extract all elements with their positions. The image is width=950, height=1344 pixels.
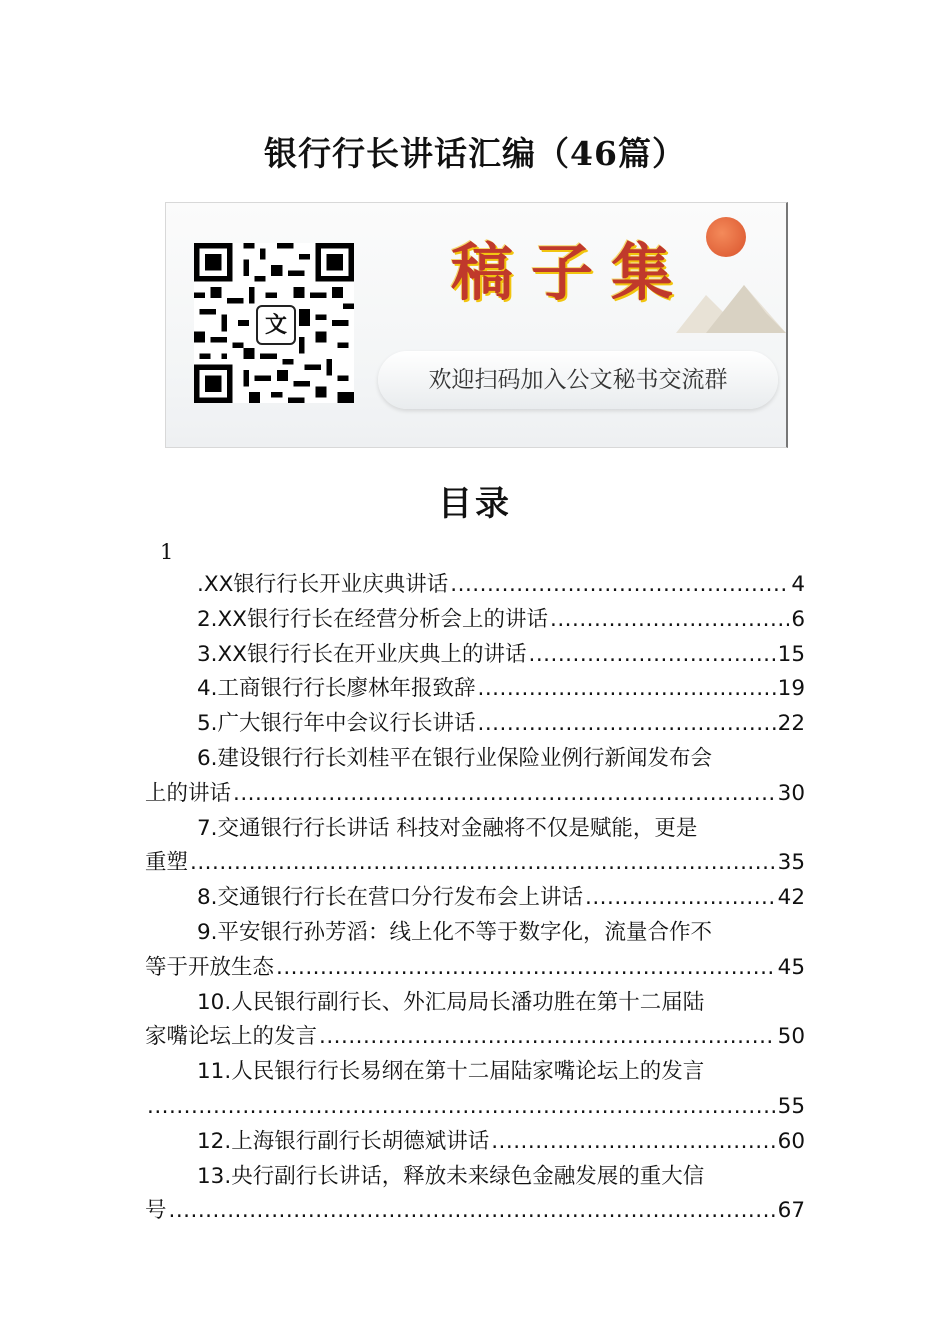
promo-banner[interactable] — [165, 202, 788, 448]
toc-entry-title: 6.建设银行行长刘桂平在银行业保险业例行新闻发布会 — [197, 745, 713, 771]
toc-entry[interactable] — [145, 603, 805, 638]
toc-entry[interactable] — [145, 1055, 805, 1125]
toc-entry-title: 家嘴论坛上的发言 — [145, 1024, 318, 1050]
toc-heading: 目录 — [438, 484, 512, 524]
toc-entry-title: 号 — [145, 1198, 167, 1224]
toc-dot-leader — [276, 951, 776, 986]
toc-page-number: 50 — [777, 1024, 805, 1050]
toc-entry[interactable] — [145, 742, 805, 812]
toc-page-number: 55 — [777, 1093, 805, 1119]
toc-entry-title: 8.交通银行行长在营口分行发布会上讲话 — [197, 885, 584, 911]
toc-dot-leader — [169, 1194, 776, 1229]
toc-page-number: 19 — [777, 676, 805, 702]
document-title: 银行行长讲话汇编（46篇） — [264, 134, 686, 173]
toc-dot-leader — [319, 1020, 776, 1055]
toc-page-number: 45 — [777, 954, 805, 980]
toc-dot-leader — [478, 707, 776, 742]
toc-page-number: 22 — [777, 711, 805, 737]
toc-entry-title: 等于开放生态 — [145, 954, 275, 980]
toc-entry[interactable] — [145, 916, 805, 986]
toc-page-number: 42 — [777, 885, 805, 911]
banner-caption: 欢迎扫码加入公文秘书交流群 — [378, 351, 778, 409]
toc-entry-title: 4.工商银行行长廖林年报致辞 — [197, 676, 476, 702]
toc-dot-leader — [478, 672, 776, 707]
toc-page-number: 15 — [777, 641, 805, 667]
toc-entry-title: 上的讲话 — [145, 780, 232, 806]
table-of-contents — [145, 568, 805, 1229]
toc-entry[interactable] — [145, 881, 805, 916]
toc-entry-title: 9.平安银行孙芳滔：线上化不等于数字化，流量合作不 — [197, 919, 713, 945]
toc-entry[interactable] — [145, 568, 805, 603]
qr-code-icon — [194, 243, 354, 403]
toc-dot-leader — [585, 881, 776, 916]
toc-entry-title: 5.广大银行年中会议行长讲话 — [197, 711, 476, 737]
toc-entry-title: 10.人民银行副行长、外汇局局长潘功胜在第十二届陆 — [197, 989, 705, 1015]
toc-entry-title: 12.上海银行副行长胡德斌讲话 — [197, 1128, 490, 1154]
toc-page-number: 67 — [777, 1198, 805, 1224]
toc-entry-title: 11.人民银行行长易纲在第十二届陆家嘴论坛上的发言 — [197, 1059, 705, 1085]
toc-dot-leader — [528, 638, 775, 673]
toc-entry[interactable] — [145, 638, 805, 673]
toc-entry-title: .XX银行行长开业庆典讲话 — [197, 572, 449, 597]
toc-page-number: 35 — [777, 850, 805, 876]
toc-dot-leader — [491, 1125, 775, 1160]
toc-entry-title: 7.交通银行行长讲话 科技对金融将不仅是赋能，更是 — [197, 815, 698, 841]
toc-entry[interactable] — [145, 986, 805, 1056]
toc-dot-leader — [550, 603, 789, 638]
toc-entry[interactable] — [145, 672, 805, 707]
toc-page-number: 30 — [777, 780, 805, 806]
brand-logo-text: 稿子集 — [450, 236, 691, 309]
toc-page-number: 6 — [791, 606, 805, 632]
toc-entry[interactable] — [145, 812, 805, 882]
toc-entry-title: 13.央行副行长讲话，释放未来绿色金融发展的重大信 — [197, 1163, 705, 1189]
toc-entry-title: 重塑 — [145, 850, 189, 876]
toc-entry[interactable] — [145, 1160, 805, 1230]
toc-entry-title: 2.XX银行行长在经营分析会上的讲话 — [197, 606, 548, 632]
toc-dot-leader — [450, 568, 789, 603]
stray-number: 1 — [160, 540, 174, 564]
toc-dot-leader — [190, 846, 776, 881]
toc-entry[interactable] — [145, 707, 805, 742]
toc-dot-leader — [233, 777, 776, 812]
toc-entry[interactable] — [145, 1125, 805, 1160]
toc-page-number: 60 — [777, 1128, 805, 1154]
qr-logo-badge: 文 — [256, 305, 296, 345]
toc-page-number: 4 — [791, 572, 805, 597]
toc-entry-title: 3.XX银行行长在开业庆典上的讲话 — [197, 641, 527, 667]
toc-dot-leader — [147, 1090, 776, 1125]
